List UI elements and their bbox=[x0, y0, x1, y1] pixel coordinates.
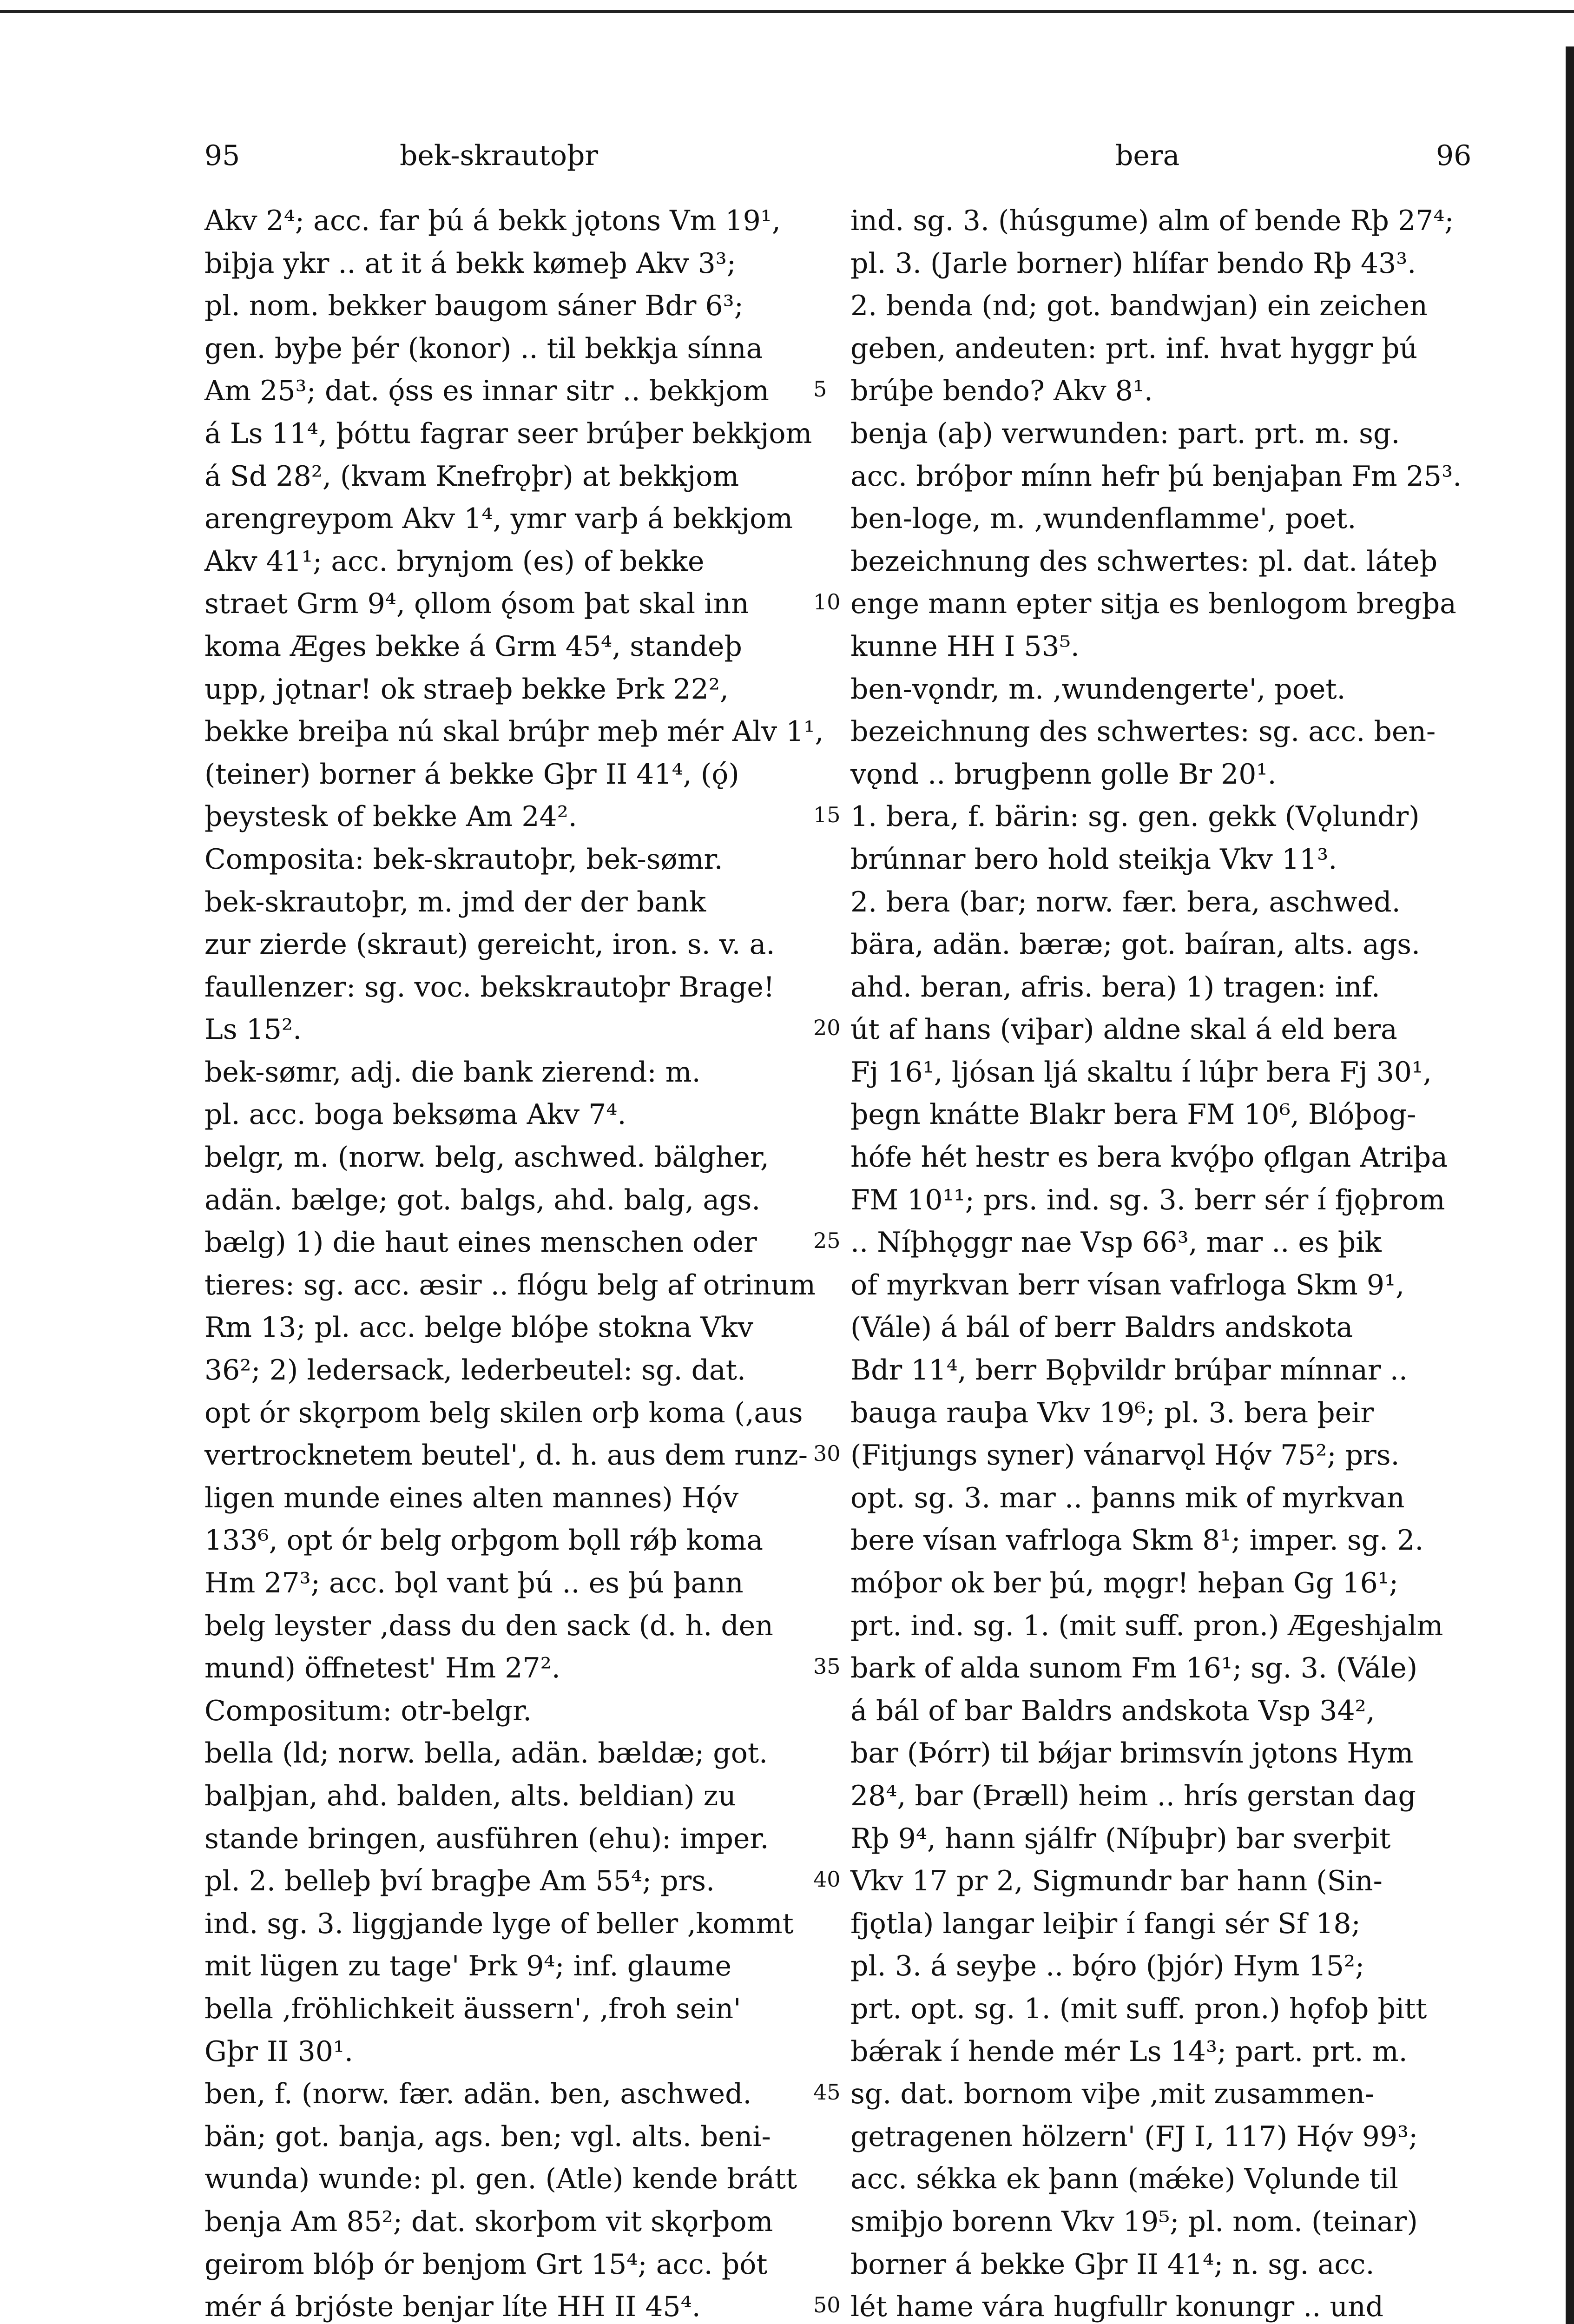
text-line: bella ‚fröhlichkeit äussern', ‚froh sein' bbox=[204, 1992, 741, 2025]
text-line: upp, jǫtnar! ok straeþ bekke Þrk 22², bbox=[204, 673, 729, 706]
text-line: pl. 3. (Jarle borner) hlífar bendo Rþ 43³. bbox=[850, 247, 1416, 280]
text-line: biþja ykr .. at it á bekk kømeþ Akv 3³; bbox=[204, 247, 737, 280]
text-line: Composita: bek-skrautoþr, bek-sømr. bbox=[204, 843, 723, 876]
text-line: brúnnar bero hold steikja Vkv 11³. bbox=[850, 843, 1337, 876]
text-line: bar (Þórr) til bǿjar brimsvín jǫtons Hym bbox=[850, 1737, 1414, 1770]
text-line: Vkv 17 pr 2, Sigmundr bar hann (Sin- bbox=[850, 1865, 1383, 1898]
text-line: bek-sømr, adj. die bank zierend: m. bbox=[204, 1056, 701, 1089]
text-line: pl. 2. belleþ því bragþe Am 55⁴; prs. bbox=[204, 1865, 715, 1898]
text-line: þegn knátte Blakr bera FM 10⁶, Blóþog- bbox=[850, 1098, 1416, 1131]
text-line: Hm 27³; acc. bǫl vant þú .. es þú þann bbox=[204, 1567, 744, 1599]
text-line: bezeichnung des schwertes: sg. acc. ben- bbox=[850, 715, 1436, 748]
text-line: balþjan, ahd. balden, alts. beldian) zu bbox=[204, 1779, 736, 1812]
text-line: of myrkvan berr vísan vafrloga Skm 9¹, bbox=[850, 1268, 1405, 1301]
text-line: vǫnd .. brugþenn golle Br 20¹. bbox=[850, 758, 1277, 791]
text-line: arengreypom Akv 1⁴, ymr varþ á bekkjom bbox=[204, 502, 793, 535]
text-line: Fj 16¹, ljósan ljá skaltu í lúþr bera Fj 30¹, bbox=[850, 1056, 1432, 1089]
text-line: Akv 2⁴; acc. far þú á bekk jǫtons Vm 19¹, bbox=[204, 205, 781, 237]
text-line: bek-skrautoþr, m. jmd der der bank bbox=[204, 885, 706, 918]
line-number: 30 bbox=[813, 1441, 841, 1466]
line-number: 10 bbox=[813, 589, 841, 615]
text-line: (teiner) borner á bekke Gþr II 41⁴, (ǫ́) bbox=[204, 758, 739, 791]
text-line: 133⁶, opt ór belg orþgom bǫll rǿþ koma bbox=[204, 1524, 764, 1557]
text-line: getragenen hölzern' (FJ I, 117) Hǫ́v 99³; bbox=[850, 2120, 1418, 2153]
text-line: 2. bera (bar; norw. fær. bera, aschwed. bbox=[850, 885, 1401, 918]
text-line: tieres: sg. acc. æsir .. flógu belg af otrinum bbox=[204, 1268, 816, 1301]
text-line: pl. 3. á seyþe .. bǫ́ro (þjór) Hym 15²; bbox=[850, 1950, 1365, 1983]
text-line: á Sd 28², (kvam Knefrǫþr) at bekkjom bbox=[204, 460, 739, 493]
text-line: FM 10¹¹; prs. ind. sg. 3. berr sér í fjǫþrom bbox=[850, 1183, 1445, 1216]
text-line: Am 25³; dat. ǫ́ss es innar sitr .. bekkjom bbox=[204, 375, 769, 408]
text-line: vertrocknetem beutel', d. h. aus dem runz- bbox=[204, 1439, 808, 1472]
text-line: bark of alda sunom Fm 16¹; sg. 3. (Vále) bbox=[850, 1652, 1418, 1685]
text-line: mér á brjóste benjar líte HH II 45⁴. bbox=[204, 2291, 701, 2324]
text-line: Rþ 9⁴, hann sjálfr (Níþuþr) bar sverþit bbox=[850, 1822, 1391, 1855]
text-line: straet Grm 9⁴, ǫllom ǫ́som þat skal inn bbox=[204, 588, 749, 621]
top-scan-edge bbox=[0, 10, 1574, 13]
text-line: zur zierde (skraut) gereicht, iron. s. v. a. bbox=[204, 928, 775, 961]
line-number: 35 bbox=[813, 1654, 841, 1679]
text-line: Bdr 11⁴, berr Bǫþvildr brúþar mínnar .. bbox=[850, 1354, 1408, 1387]
line-number: 5 bbox=[813, 376, 827, 402]
text-line: út af hans (viþar) aldne skal á eld bera bbox=[850, 1013, 1397, 1046]
text-line: ben, f. (norw. fær. adän. ben, aschwed. bbox=[204, 2078, 752, 2111]
text-line: koma Æges bekke á Grm 45⁴, standeþ bbox=[204, 630, 742, 663]
left-page-number: 95 bbox=[204, 139, 240, 172]
left-column bbox=[204, 200, 824, 2324]
text-line: bælg) 1) die haut eines menschen oder bbox=[204, 1226, 757, 1259]
text-line: stande bringen, ausführen (ehu): imper. bbox=[204, 1822, 769, 1855]
text-line: (Vále) á bál of berr Baldrs andskota bbox=[850, 1311, 1353, 1344]
text-line: opt ór skǫrpom belg skilen orþ koma (‚aus bbox=[204, 1396, 803, 1429]
text-line: Compositum: otr-belgr. bbox=[204, 1694, 532, 1727]
text-line: lét hame vára hugfullr konungr .. und bbox=[850, 2291, 1384, 2324]
left-running-head: bek-skrautoþr bbox=[400, 139, 599, 172]
right-scan-edge bbox=[1566, 46, 1574, 2324]
text-line: belg leyster ‚dass du den sack (d. h. den bbox=[204, 1609, 773, 1642]
text-line: belgr, m. (norw. belg, aschwed. bälgher, bbox=[204, 1141, 769, 1174]
text-line: 28⁴, bar (Þræll) heim .. hrís gerstan dag bbox=[850, 1779, 1416, 1812]
text-line: Akv 41¹; acc. brynjom (es) of bekke bbox=[204, 545, 705, 578]
text-line: opt. sg. 3. mar .. þanns mik of myrkvan bbox=[850, 1481, 1405, 1514]
text-line: borner á bekke Gþr II 41⁴; n. sg. acc. bbox=[850, 2248, 1375, 2281]
line-number: 45 bbox=[813, 2080, 841, 2105]
text-line: acc. bróþor mínn hefr þú benjaþan Fm 25³. bbox=[850, 460, 1462, 493]
text-line: faullenzer: sg. voc. bekskrautoþr Brage! bbox=[204, 971, 775, 1004]
text-line: þeystesk of bekke Am 24². bbox=[204, 800, 577, 833]
text-line: kunne HH I 53⁵. bbox=[850, 630, 1080, 663]
text-line: á Ls 11⁴, þóttu fagrar seer brúþer bekkjom bbox=[204, 417, 812, 450]
text-line: 36²; 2) ledersack, lederbeutel: sg. dat. bbox=[204, 1354, 746, 1387]
text-line: prt. ind. sg. 1. (mit suff. pron.) Ægeshjalm bbox=[850, 1609, 1443, 1642]
text-line: benja (aþ) verwunden: part. prt. m. sg. bbox=[850, 417, 1400, 450]
text-line: 1. bera, f. bärin: sg. gen. gekk (Vǫlundr) bbox=[850, 800, 1420, 833]
text-line: ligen munde eines alten mannes) Hǫ́v bbox=[204, 1481, 739, 1514]
text-line: (Fitjungs syner) vánarvǫl Hǫ́v 75²; prs. bbox=[850, 1439, 1400, 1472]
text-line: bezeichnung des schwertes: pl. dat. láteþ bbox=[850, 545, 1438, 578]
line-number: 25 bbox=[813, 1228, 841, 1254]
text-line: geben, andeuten: prt. inf. hvat hyggr þú bbox=[850, 332, 1418, 365]
text-line: bere vísan vafrloga Skm 8¹; imper. sg. 2. bbox=[850, 1524, 1424, 1557]
text-line: Ls 15². bbox=[204, 1013, 302, 1046]
text-line: mit lügen zu tage' Þrk 9⁴; inf. glaume bbox=[204, 1950, 732, 1983]
line-number: 50 bbox=[813, 2292, 841, 2318]
text-line: pl. acc. boga beksøma Akv 7⁴. bbox=[204, 1098, 626, 1131]
right-column bbox=[850, 200, 1469, 2324]
text-line: bära, adän. bæræ; got. baíran, alts. ags. bbox=[850, 928, 1421, 961]
text-line: bella (ld; norw. bella, adän. bældæ; got. bbox=[204, 1737, 768, 1770]
text-line: wunda) wunde: pl. gen. (Atle) kende brátt bbox=[204, 2163, 797, 2196]
text-line: ahd. beran, afris. bera) 1) tragen: inf. bbox=[850, 971, 1380, 1004]
text-line: ben-loge, m. ‚wundenflamme', poet. bbox=[850, 502, 1357, 535]
right-running-head: bera bbox=[1115, 139, 1180, 172]
text-line: brúþe bendo? Akv 8¹. bbox=[850, 375, 1153, 408]
text-line: á bál of bar Baldrs andskota Vsp 34², bbox=[850, 1694, 1375, 1727]
line-number: 20 bbox=[813, 1015, 841, 1041]
text-line: fjǫtla) langar leiþir í fangi sér Sf 18; bbox=[850, 1907, 1361, 1940]
text-line: bauga rauþa Vkv 19⁶; pl. 3. bera þeir bbox=[850, 1396, 1374, 1429]
text-line: mund) öffnetest' Hm 27². bbox=[204, 1652, 560, 1685]
right-page-number: 96 bbox=[1436, 139, 1472, 172]
text-line: smiþjo borenn Vkv 19⁵; pl. nom. (teinar) bbox=[850, 2205, 1418, 2238]
text-line: bǽrak í hende mér Ls 14³; part. prt. m. bbox=[850, 2035, 1408, 2068]
line-number: 40 bbox=[813, 1867, 841, 1892]
text-line: enge mann epter sitja es benlogom bregþa bbox=[850, 588, 1456, 621]
line-number: 15 bbox=[813, 802, 841, 828]
text-line: prt. opt. sg. 1. (mit suff. pron.) hǫfoþ þitt bbox=[850, 1992, 1427, 2025]
text-line: .. Níþhǫggr nae Vsp 66³, mar .. es þik bbox=[850, 1226, 1382, 1259]
text-line: Gþr II 30¹. bbox=[204, 2035, 354, 2068]
text-line: adän. bælge; got. balgs, ahd. balg, ags. bbox=[204, 1183, 761, 1216]
text-line: gen. byþe þér (konor) .. til bekkja sínna bbox=[204, 332, 763, 365]
text-line: ind. sg. 3. (húsgume) alm of bende Rþ 27⁴; bbox=[850, 205, 1454, 237]
text-line: hófe hét hestr es bera kvǫ́þo ǫflgan Atriþa bbox=[850, 1141, 1448, 1174]
text-line: bekke breiþa nú skal brúþr meþ mér Alv 1¹, bbox=[204, 715, 824, 748]
text-line: pl. nom. bekker baugom sáner Bdr 6³; bbox=[204, 290, 744, 323]
text-line: acc. sékka ek þann (mǽke) Vǫlunde til bbox=[850, 2163, 1398, 2196]
text-line: benja Am 85²; dat. skorþom vit skǫrþom bbox=[204, 2205, 773, 2238]
text-line: Rm 13; pl. acc. belge blóþe stokna Vkv bbox=[204, 1311, 753, 1344]
text-line: geirom blóþ ór benjom Grt 15⁴; acc. þót bbox=[204, 2248, 768, 2281]
text-line: ind. sg. 3. liggjande lyge of beller ‚kommt bbox=[204, 1907, 794, 1940]
text-line: móþor ok ber þú, mǫgr! heþan Gg 16¹; bbox=[850, 1567, 1399, 1599]
text-line: sg. dat. bornom viþe ‚mit zusammen- bbox=[850, 2078, 1375, 2111]
text-line: bän; got. banja, ags. ben; vgl. alts. beni- bbox=[204, 2120, 771, 2153]
text-line: 2. benda (nd; got. bandwjan) ein zeichen bbox=[850, 290, 1428, 323]
text-line: ben-vǫndr, m. ‚wundengerte', poet. bbox=[850, 673, 1346, 706]
